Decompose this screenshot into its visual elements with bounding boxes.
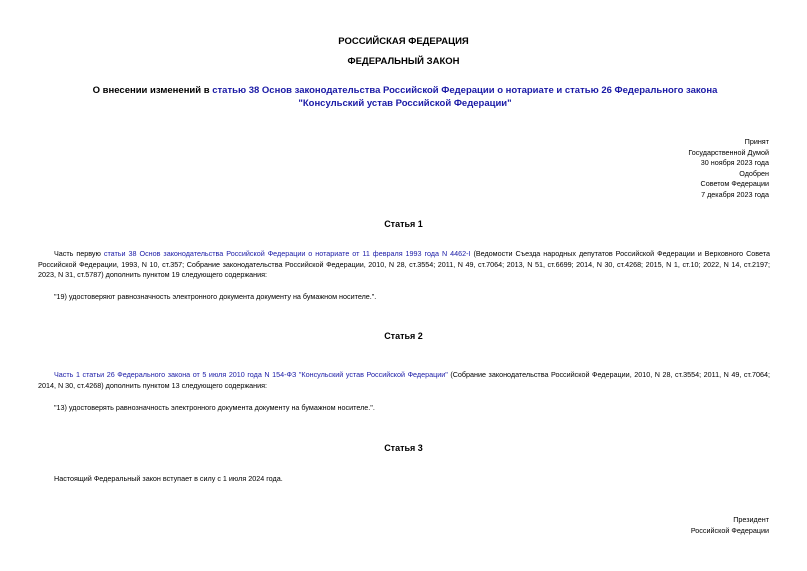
article-3-text: Настоящий Федеральный закон вступает в силу с 1 июля 2024 года. [54, 474, 283, 483]
article-1-text-suffix: (Ведомости Съезда народных депутатов Российской Федерации и Верховного Совета Российской Федерации, 1993, N 10, ст.357; Собрание законодательства Российской Федерации, 2010, N 28, ст.3554; 2011, N 49, ст.7064; 2013, N 51, ст.6699; 2014, N 30, ст.4268; 2015, N 1, ст.10; 2022, N 14, ст.2197; 2023, N 31, ст.5787) дополнить пунктом 19 следующего содержания: [38, 249, 770, 280]
article-1-title: Статья 1 [384, 219, 423, 229]
adopted-body: Государственной Думой [688, 147, 769, 157]
article-3-title: Статья 3 [384, 443, 423, 453]
adopted-label: Принят [744, 137, 769, 146]
article-1-link[interactable]: статьи 38 Основ законодательства Российской Федерации о нотариате от 11 февраля 1993 года N 4462-I [103, 249, 471, 258]
article-2-text-suffix: (Собрание законодательства Российской Федерации, 2010, N 28, ст.3554; 2011, N 49, ст.7064; 2014, N 30, ст.4268) дополнить пунктом 13 следующего содержания: [38, 370, 771, 390]
approved-label: Одобрен [739, 168, 769, 178]
law-title [60, 84, 750, 110]
adoption-block [569, 137, 769, 201]
article-1-quote: "19) удостоверяют равнозначность электронного документа документу на бумажном носителе.". [54, 292, 377, 301]
law-title-link[interactable]: статью 38 Основ законодательства Российской Федерации о нотариате и статью 26 Федерального закона "Консульский устав Российской Федерации" [212, 85, 718, 109]
document-type-heading: ФЕДЕРАЛЬНЫЙ ЗАКОН [347, 56, 460, 67]
article-2-link[interactable]: Часть 1 статьи 26 Федерального закона от 5 июля 2010 года N 154-ФЗ "Консульский устав Российской Федерации" [54, 370, 448, 379]
article-1-text [38, 249, 770, 281]
signature-block [569, 515, 769, 536]
article-1-text-prefix: Часть первую [54, 249, 104, 258]
article-2-title: Статья 2 [384, 331, 423, 341]
adopted-date: 30 ноября 2023 года [700, 158, 769, 168]
signature-country: Российской Федерации [690, 525, 769, 535]
signature-title: Президент [733, 515, 769, 524]
article-2-quote: "13) удостоверять равнозначность электронного документа документу на бумажном носителе.". [54, 403, 375, 412]
law-title-prefix: О внесении изменений в [92, 85, 213, 96]
approved-body: Советом Федерации [700, 179, 769, 189]
approved-date: 7 декабря 2023 года [701, 189, 769, 199]
article-2-text [38, 370, 770, 391]
country-heading: РОССИЙСКАЯ ФЕДЕРАЦИЯ [338, 36, 469, 47]
